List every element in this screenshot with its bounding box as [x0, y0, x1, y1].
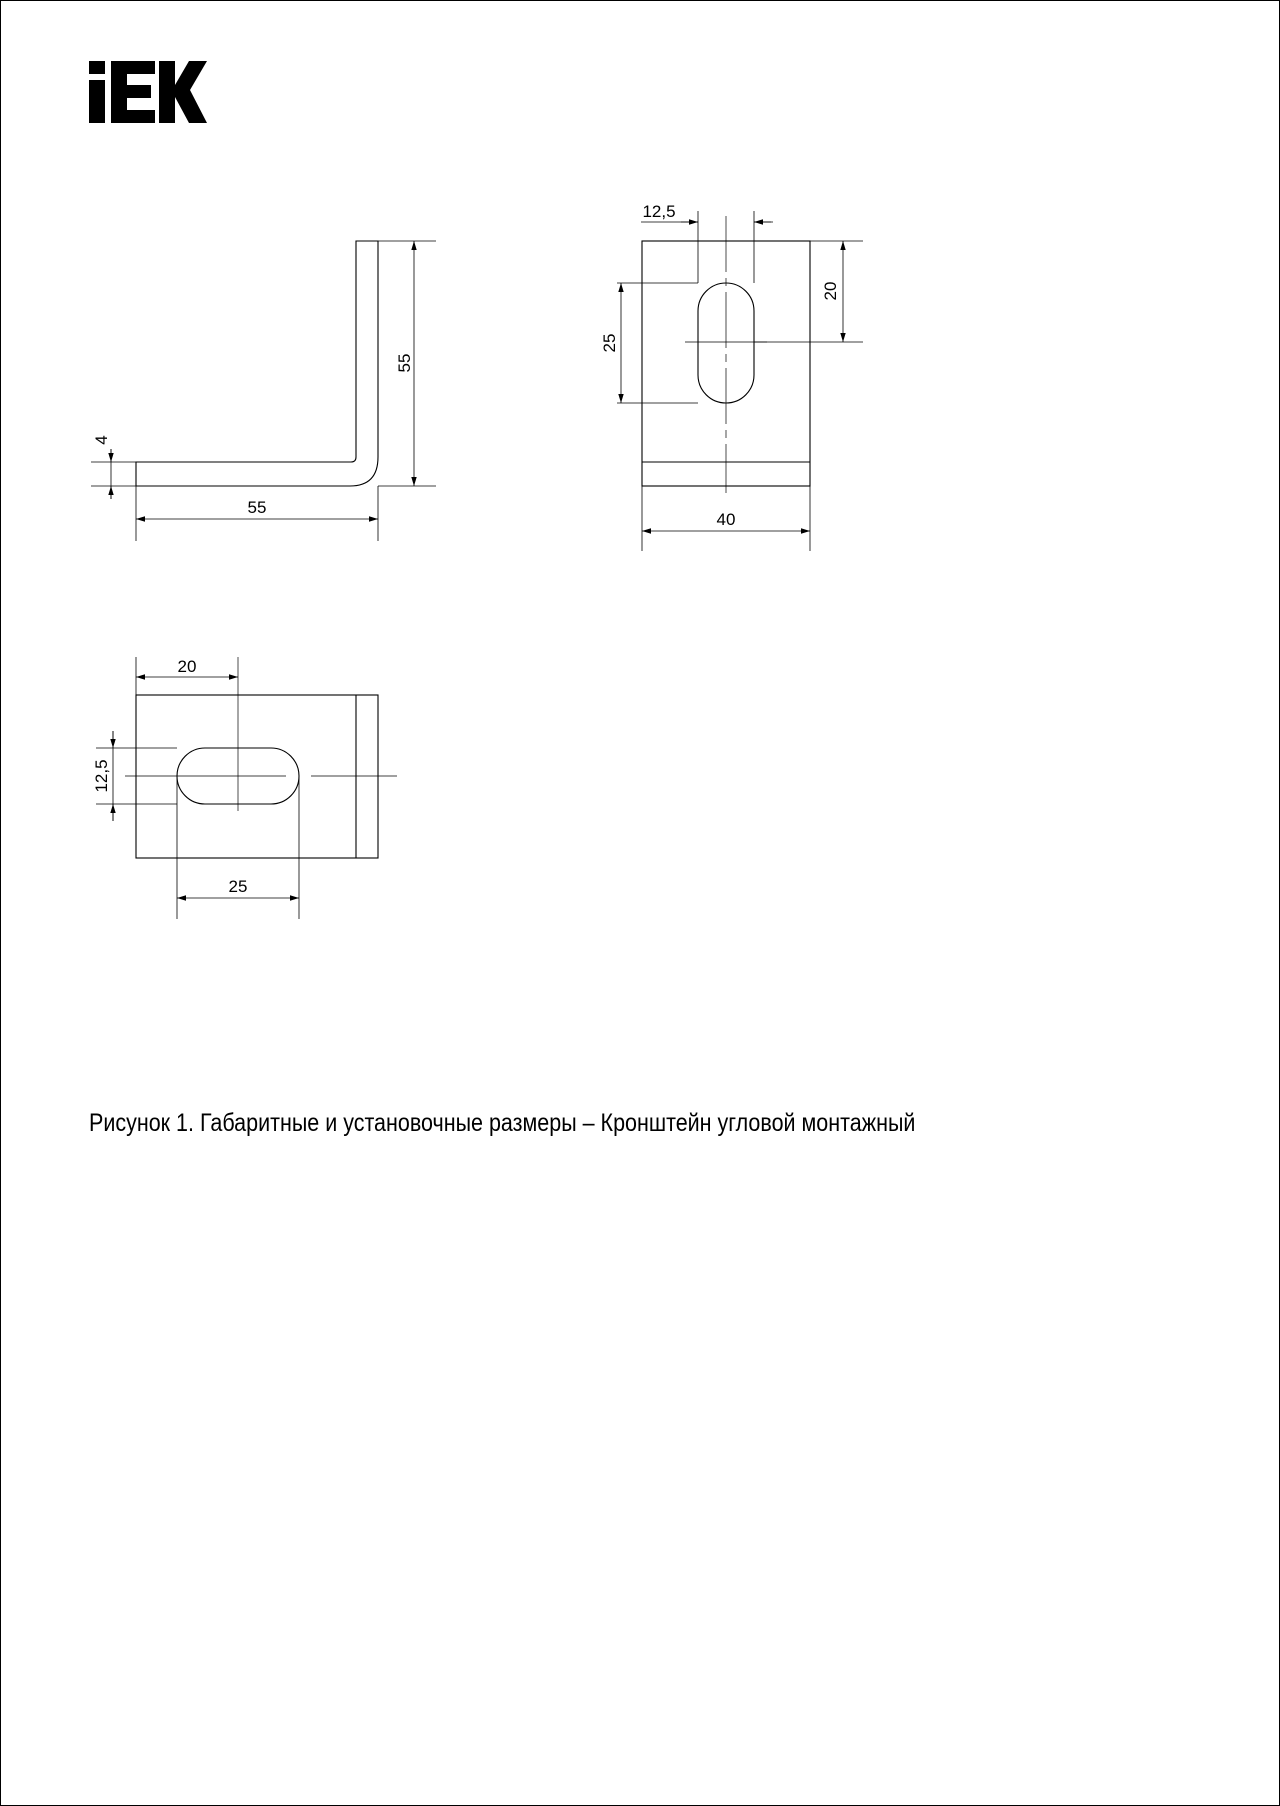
- dim-side-horizontal: 55: [247, 498, 267, 517]
- dim-side-vertical: 55: [395, 353, 414, 373]
- dim-front-slot-length: 25: [600, 333, 619, 353]
- figure-caption: Рисунок 1. Габаритные и установочные размеры – Кронштейн угловой монтажный: [89, 1109, 916, 1137]
- dim-top-slot-width: 12,5: [92, 759, 111, 793]
- dim-top-slot-length: 25: [228, 877, 248, 896]
- front-view: [617, 211, 863, 551]
- dim-front-slot-height: 20: [821, 281, 840, 301]
- technical-drawing: [1, 1, 1279, 1001]
- dim-front-width: 40: [716, 510, 736, 529]
- dim-front-slot-width: 12,5: [642, 202, 676, 221]
- dim-top-slot-offset: 20: [177, 657, 197, 676]
- dim-side-thickness: 4: [92, 435, 111, 445]
- l-bracket-profile: [136, 241, 378, 486]
- side-view: [91, 241, 436, 541]
- top-plate: [136, 695, 378, 858]
